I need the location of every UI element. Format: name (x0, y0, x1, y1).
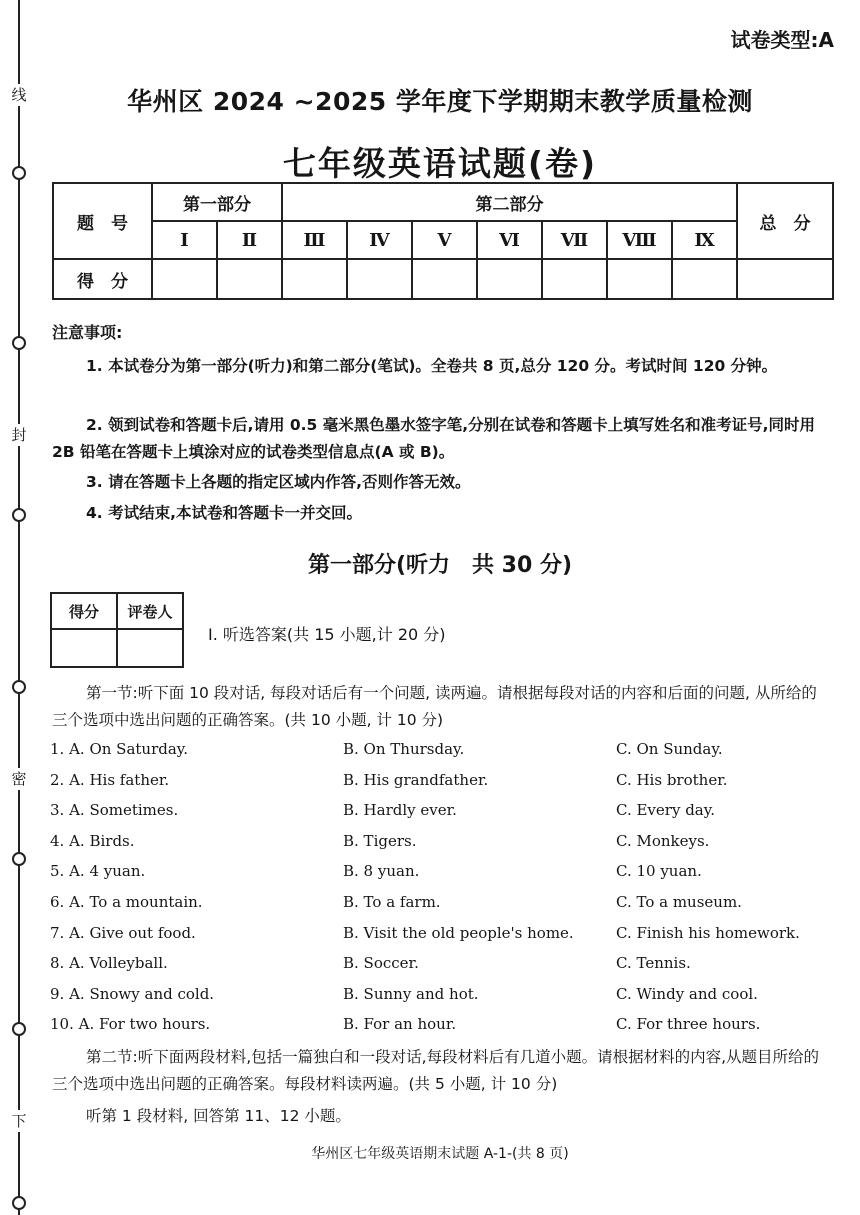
score-table-score-label: 得 分 (53, 259, 152, 299)
exam-subtitle: 七年级英语试题(卷) (282, 144, 598, 183)
option-c: C. To a museum. (616, 893, 742, 911)
score-table-numeral: Ⅰ (152, 221, 217, 259)
option-a: 4. A. Birds. (50, 831, 135, 850)
option-b: B. Tigers. (343, 831, 417, 850)
binding-circle (12, 852, 26, 866)
notice-item: 1. 本试卷分为第一部分(听力)和第二部分(笔试)。全卷共 8 页,总分 120 分。考试时间 120 分钟。 (86, 357, 778, 375)
option-a: 9. A. Snowy and cold. (50, 984, 215, 1003)
option-a: 1. A. On Saturday. (50, 740, 189, 758)
question-row (50, 893, 840, 919)
option-c: C. On Sunday. (616, 740, 723, 758)
score-cell (477, 259, 542, 299)
section-title: Ⅰ. 听选答案(共 15 小题,计 20 分) (208, 625, 446, 644)
score-table-numeral: Ⅳ (347, 221, 412, 259)
option-b: B. To a farm. (343, 893, 441, 911)
score-table-numeral: Ⅷ (607, 221, 672, 259)
option-b: B. Sunny and hot. (343, 984, 479, 1003)
option-a: 8. A. Volleyball. (50, 954, 168, 973)
option-b: B. For an hour. (343, 1015, 457, 1034)
binding-circle (12, 1022, 26, 1036)
binding-circle (12, 680, 26, 694)
question-row (50, 771, 840, 797)
binding-char-mi: 密 (8, 768, 30, 790)
option-b: B. On Thursday. (343, 740, 465, 758)
score-table-numeral: Ⅵ (477, 221, 542, 259)
score-table-part2-header: 第二部分 (282, 183, 737, 221)
score-cell-total (737, 259, 833, 299)
notice-item: 3. 请在答题卡上各题的指定区域内作答,否则作答无效。 (86, 473, 471, 491)
option-a: 7. A. Give out food. (50, 923, 196, 942)
option-b: B. Visit the old people's home. (343, 923, 574, 942)
score-table-numeral: Ⅸ (672, 221, 737, 259)
question-row (50, 924, 840, 950)
score-table (52, 182, 834, 300)
binding-margin (0, 0, 36, 1215)
option-a: 6. A. To a mountain. (50, 893, 203, 911)
score-cell (412, 259, 477, 299)
binding-circle (12, 1196, 26, 1210)
score-table-part1-header: 第一部分 (152, 183, 282, 221)
score-cell (542, 259, 607, 299)
option-c: C. 10 yuan. (616, 862, 702, 881)
option-c: C. Every day. (616, 801, 715, 820)
question-row (50, 801, 840, 827)
question-row (50, 740, 840, 766)
binding-char-feng: 封 (8, 424, 30, 446)
score-table-numeral: Ⅲ (282, 221, 347, 259)
grader-score-label: 得分 (51, 593, 117, 629)
score-table-number-label: 题 号 (53, 183, 152, 259)
grader-person-label: 评卷人 (117, 593, 183, 629)
question-row (50, 1015, 840, 1041)
option-c: C. His brother. (616, 770, 728, 789)
binding-circle (12, 166, 26, 180)
question-row (50, 954, 840, 980)
grader-person-cell (117, 629, 183, 667)
option-a: 2. A. His father. (50, 770, 170, 789)
option-a: 10. A. For two hours. (50, 1015, 211, 1034)
question-row (50, 862, 840, 888)
score-table-numeral: Ⅴ (412, 221, 477, 259)
part1-title: 第一部分(听力 共 30 分) (307, 553, 573, 578)
paper-type-label: 试卷类型:A (730, 28, 834, 52)
option-a: 3. A. Sometimes. (50, 801, 179, 820)
page-footer: 华州区七年级英语期末试题 A-1-(共 8 页) (311, 1146, 569, 1162)
score-cell (672, 259, 737, 299)
notice-item: 4. 考试结束,本试卷和答题卡一并交回。 (86, 504, 362, 522)
score-cell (347, 259, 412, 299)
option-c: C. Windy and cool. (616, 984, 758, 1003)
notice-item: 2. 领到试卷和答题卡后,请用 0.5 毫米黑色墨水签字笔,分别在试卷和答题卡上填写姓名和准考证号,同时用 2B 铅笔在答题卡上填涂对应的试卷类型信息点(A 或 B)。 (52, 416, 815, 461)
score-table-total-header: 总 分 (737, 183, 833, 259)
notice-heading: 注意事项: (52, 323, 123, 342)
section1-instruction: 第一节:听下面 10 段对话, 每段对话后有一个问题, 读两遍。请根据每段对话的内容和后面的问题, 从所给的三个选项中选出问题的正确答案。(共 10 小题, 计 10 分) (52, 684, 817, 729)
score-table-numeral: Ⅶ (542, 221, 607, 259)
binding-circle (12, 508, 26, 522)
option-c: C. Tennis. (616, 954, 691, 973)
score-cell (217, 259, 282, 299)
question-row (50, 832, 840, 858)
exam-title: 华州区 2024 ~2025 学年度下学期期末教学质量检测 (127, 87, 753, 116)
score-table-numeral: Ⅱ (217, 221, 282, 259)
score-cell (152, 259, 217, 299)
binding-char-xian: 线 (8, 84, 30, 106)
option-b: B. His grandfather. (343, 770, 489, 789)
grader-score-cell (51, 629, 117, 667)
binding-circle (12, 336, 26, 350)
option-a: 5. A. 4 yuan. (50, 862, 146, 881)
score-cell (282, 259, 347, 299)
question-row (50, 985, 840, 1011)
option-b: B. 8 yuan. (343, 862, 420, 881)
section2-instruction: 第二节:听下面两段材料,包括一篇独白和一段对话,每段材料后有几道小题。请根据材料的内容,从题目所给的三个选项中选出问题的正确答案。每段材料读两遍。(共 5 小题, 计 10 分) (52, 1048, 820, 1093)
material1-note: 听第 1 段材料, 回答第 11、12 小题。 (86, 1107, 351, 1125)
option-c: C. Monkeys. (616, 831, 710, 850)
option-b: B. Soccer. (343, 954, 419, 973)
option-b: B. Hardly ever. (343, 801, 457, 820)
score-cell (607, 259, 672, 299)
binding-char-xia: 下 (8, 1110, 30, 1132)
option-c: C. Finish his homework. (616, 923, 800, 942)
option-c: C. For three hours. (616, 1015, 761, 1034)
grader-box (50, 592, 184, 668)
